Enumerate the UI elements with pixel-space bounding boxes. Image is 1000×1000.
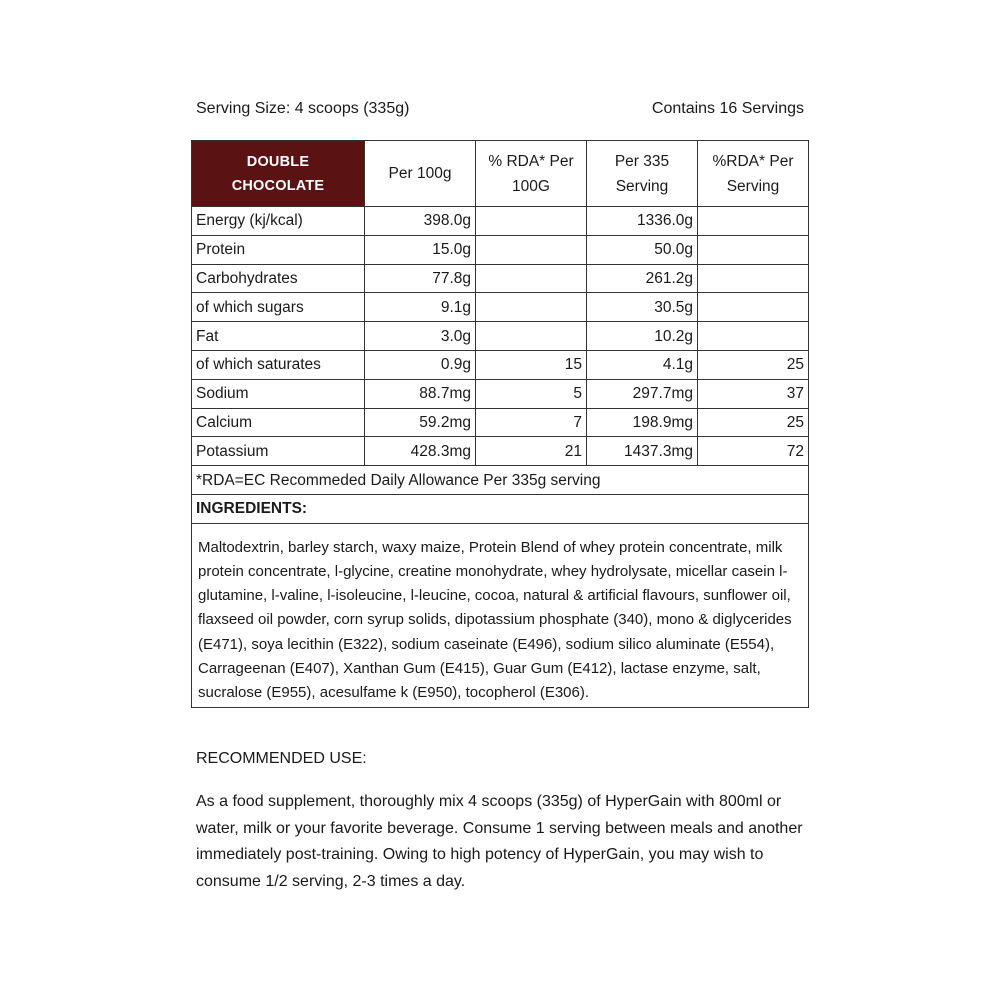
column-header-text: Serving	[615, 177, 669, 195]
per-100g-value: 59.2mg	[365, 408, 476, 437]
per-100g-value: 88.7mg	[365, 379, 476, 408]
flavour-name-line2: CHOCOLATE	[231, 177, 325, 194]
column-header-per-100g	[365, 141, 476, 207]
rda-per-serving-value	[698, 264, 809, 293]
per-serving-value: 30.5g	[587, 293, 698, 322]
nutrient-label: of which saturates	[192, 350, 365, 379]
nutrient-label: of which sugars	[192, 293, 365, 322]
ingredients-header-row	[192, 494, 809, 523]
ingredients-heading: INGREDIENTS:	[192, 494, 809, 523]
ingredients-text: Maltodextrin, barley starch, waxy maize, Protein Blend of whey protein concentrate, milk protein concentrate, l-glycine, creatine monohydrate, whey hydrolysate, micellar casein l-glutamine, l-valine, l-isoleucine, l-leucine, cocoa, natural & artificial flavours, sunflower oil, flaxseed oil powder, corn syrup solids, dipotassium phosphate (340), mono & diglycerides (E471), soya lecithin (E322), sodium caseinate (E496), sodium silico aluminate (E554), Carrageenan (E407), Xanthan Gum (E415), Guar Gum (E412), lactase enzyme, salt, sucralose (E955), acesulfame k (E950), tocopherol (E306).	[192, 523, 809, 707]
per-100g-value: 398.0g	[365, 207, 476, 236]
flavour-name-line1: DOUBLE	[246, 153, 310, 170]
rda-per-serving-value: 25	[698, 350, 809, 379]
column-header-text: Per 100g	[388, 165, 452, 182]
rda-per-100g-value	[476, 293, 587, 322]
column-header-rda-per-serving	[698, 141, 809, 207]
table-row	[192, 350, 809, 379]
table-row	[192, 322, 809, 351]
rda-per-serving-value: 37	[698, 379, 809, 408]
rda-per-serving-value: 25	[698, 408, 809, 437]
table-header-row	[192, 141, 809, 207]
serving-info	[196, 100, 806, 124]
recommended-use-heading: RECOMMENDED USE:	[196, 750, 367, 767]
nutrient-label: Potassium	[192, 437, 365, 466]
serving-size: Serving Size: 4 scoops (335g)	[196, 100, 410, 117]
rda-footnote: *RDA=EC Recommeded Daily Allowance Per 335g serving	[192, 466, 809, 495]
nutrient-label: Energy (kj/kcal)	[192, 207, 365, 236]
flavour-header	[192, 141, 365, 207]
table-row	[192, 379, 809, 408]
rda-per-100g-value: 5	[476, 379, 587, 408]
nutrient-label: Calcium	[192, 408, 365, 437]
per-serving-value: 261.2g	[587, 264, 698, 293]
per-100g-value: 0.9g	[365, 350, 476, 379]
per-serving-value: 1336.0g	[587, 207, 698, 236]
table-row	[192, 293, 809, 322]
rda-per-100g-value	[476, 322, 587, 351]
rda-per-100g-value	[476, 207, 587, 236]
rda-per-100g-value: 15	[476, 350, 587, 379]
table-row	[192, 437, 809, 466]
per-serving-value: 1437.3mg	[587, 437, 698, 466]
rda-per-serving-value	[698, 293, 809, 322]
footnote-row	[192, 466, 809, 495]
per-100g-value: 77.8g	[365, 264, 476, 293]
table-row	[192, 408, 809, 437]
per-100g-value: 3.0g	[365, 322, 476, 351]
column-header-text: %RDA* Per	[712, 152, 794, 170]
rda-per-100g-value: 7	[476, 408, 587, 437]
table-row	[192, 264, 809, 293]
per-serving-value: 10.2g	[587, 322, 698, 351]
rda-per-serving-value	[698, 207, 809, 236]
recommended-use-text: As a food supplement, thoroughly mix 4 scoops (335g) of HyperGain with 800ml or water, milk or your favorite beverage. Consume 1 serving between meals and another immediately post-training. Owing to high potency of HyperGain, you may wish to consume 1/2 serving, 2-3 times a day.	[196, 793, 803, 890]
rda-per-serving-value	[698, 322, 809, 351]
rda-per-100g-value: 21	[476, 437, 587, 466]
column-header-text: % RDA* Per	[488, 152, 574, 170]
column-header-text: Per 335	[614, 152, 670, 170]
nutrient-label: Sodium	[192, 379, 365, 408]
per-serving-value: 4.1g	[587, 350, 698, 379]
table-row	[192, 235, 809, 264]
nutrition-table	[191, 140, 809, 708]
ingredients-row	[192, 523, 809, 707]
column-header-per-serving	[587, 141, 698, 207]
table-row	[192, 207, 809, 236]
nutrient-label: Protein	[192, 235, 365, 264]
per-100g-value: 9.1g	[365, 293, 476, 322]
per-serving-value: 50.0g	[587, 235, 698, 264]
per-serving-value: 198.9mg	[587, 408, 698, 437]
per-serving-value: 297.7mg	[587, 379, 698, 408]
column-header-rda-per-100g	[476, 141, 587, 207]
per-100g-value: 15.0g	[365, 235, 476, 264]
nutrient-label: Fat	[192, 322, 365, 351]
per-100g-value: 428.3mg	[365, 437, 476, 466]
rda-per-serving-value	[698, 235, 809, 264]
rda-per-100g-value	[476, 235, 587, 264]
column-header-text: 100G	[512, 177, 550, 195]
column-header-text: Serving	[726, 177, 780, 195]
nutrient-label: Carbohydrates	[192, 264, 365, 293]
servings-count: Contains 16 Servings	[651, 100, 804, 117]
rda-per-100g-value	[476, 264, 587, 293]
rda-per-serving-value: 72	[698, 437, 809, 466]
